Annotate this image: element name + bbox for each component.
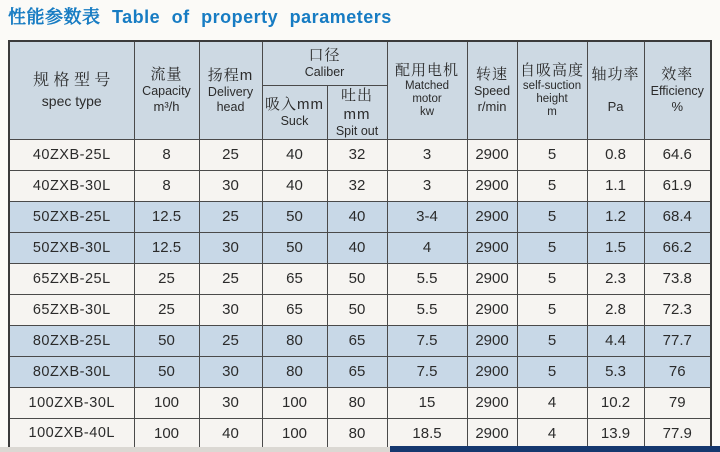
cell-suck: 50	[262, 232, 327, 263]
cell-suction: 5	[517, 232, 587, 263]
table-row	[9, 294, 711, 325]
bottom-blue-bar	[390, 446, 720, 452]
cell-speed: 2900	[467, 232, 517, 263]
cell-capacity: 8	[134, 139, 199, 170]
header-row-main	[9, 41, 711, 85]
header-delivery-zh: 扬程m	[207, 66, 254, 84]
cell-spit: 65	[327, 356, 387, 387]
cell-power: 4.4	[587, 325, 644, 356]
cell-motor: 5.5	[387, 294, 467, 325]
cell-efficiency: 66.2	[644, 232, 711, 263]
header-suction-zh: 自吸高度	[520, 62, 585, 80]
header-suck	[262, 85, 327, 139]
table-row	[9, 418, 711, 449]
header-speed-unit: r/min	[477, 99, 507, 115]
cell-head: 40	[199, 418, 262, 449]
header-efficiency-unit: %	[671, 99, 684, 115]
cell-speed: 2900	[467, 170, 517, 201]
cell-speed: 2900	[467, 418, 517, 449]
cell-efficiency: 73.8	[644, 263, 711, 294]
header-speed	[467, 41, 517, 139]
header-caliber-zh: 口径	[308, 47, 341, 65]
cell-suck: 40	[262, 139, 327, 170]
cell-capacity: 12.5	[134, 201, 199, 232]
cell-power: 0.8	[587, 139, 644, 170]
cell-capacity: 100	[134, 387, 199, 418]
header-delivery-head	[199, 41, 262, 139]
cell-model: 65ZXB-25L	[9, 263, 134, 294]
cell-head: 30	[199, 356, 262, 387]
table-row	[9, 356, 711, 387]
cell-speed: 2900	[467, 294, 517, 325]
table-header	[9, 41, 711, 139]
page-title: 性能参数表 Table of property parameters	[8, 7, 392, 27]
table-row	[9, 387, 711, 418]
cell-capacity: 25	[134, 263, 199, 294]
cell-spit: 50	[327, 263, 387, 294]
header-motor-en1: Matched	[404, 80, 450, 93]
cell-power: 10.2	[587, 387, 644, 418]
header-delivery-en1: Delivery	[207, 84, 254, 99]
cell-model: 50ZXB-30L	[9, 232, 134, 263]
cell-efficiency: 61.9	[644, 170, 711, 201]
header-spec-type	[9, 41, 134, 139]
cell-power: 1.1	[587, 170, 644, 201]
cell-suction: 5	[517, 170, 587, 201]
cell-head: 30	[199, 294, 262, 325]
cell-model: 100ZXB-30L	[9, 387, 134, 418]
header-suction-en2: height	[536, 93, 568, 106]
cell-efficiency: 77.7	[644, 325, 711, 356]
cell-spit: 65	[327, 325, 387, 356]
table-row	[9, 139, 711, 170]
header-delivery-en2: head	[216, 99, 245, 114]
header-spit-out	[327, 85, 387, 139]
header-capacity-en: Capacity	[142, 84, 191, 99]
cell-model: 65ZXB-30L	[9, 294, 134, 325]
cell-spit: 32	[327, 139, 387, 170]
cell-capacity: 8	[134, 170, 199, 201]
header-motor-en2: motor	[412, 93, 442, 106]
cell-head: 25	[199, 263, 262, 294]
table-row	[9, 232, 711, 263]
cell-efficiency: 68.4	[644, 201, 711, 232]
header-spec-type-en: spec type	[41, 93, 102, 110]
table-row	[9, 325, 711, 356]
cell-suction: 5	[517, 294, 587, 325]
header-speed-zh: 转速	[476, 66, 509, 84]
header-suction-en1: self-suction	[522, 80, 582, 93]
cell-capacity: 50	[134, 356, 199, 387]
cell-suction: 5	[517, 201, 587, 232]
cell-speed: 2900	[467, 201, 517, 232]
cell-spit: 50	[327, 294, 387, 325]
header-suck-en: Suck	[280, 114, 309, 128]
cell-spit: 40	[327, 201, 387, 232]
cell-suction: 5	[517, 356, 587, 387]
cell-capacity: 12.5	[134, 232, 199, 263]
cell-motor: 4	[387, 232, 467, 263]
header-capacity-zh: 流量	[150, 66, 183, 84]
header-suck-zh: 吸入mm	[265, 96, 324, 113]
header-suction-unit: m	[547, 106, 557, 119]
cell-motor: 3	[387, 170, 467, 201]
header-efficiency-zh: 效率	[661, 66, 694, 84]
cell-motor: 3	[387, 139, 467, 170]
cell-model: 40ZXB-30L	[9, 170, 134, 201]
header-power-spacer	[590, 84, 642, 99]
cell-power: 13.9	[587, 418, 644, 449]
cell-model: 50ZXB-25L	[9, 201, 134, 232]
header-efficiency	[644, 41, 711, 139]
table-row	[9, 263, 711, 294]
cell-efficiency: 77.9	[644, 418, 711, 449]
cell-speed: 2900	[467, 263, 517, 294]
table-row	[9, 201, 711, 232]
cell-capacity: 50	[134, 325, 199, 356]
cell-capacity: 25	[134, 294, 199, 325]
cell-power: 2.3	[587, 263, 644, 294]
header-motor-zh: 配用电机	[395, 62, 460, 80]
cell-motor: 18.5	[387, 418, 467, 449]
cell-suck: 100	[262, 418, 327, 449]
cell-head: 25	[199, 325, 262, 356]
cell-motor: 5.5	[387, 263, 467, 294]
cell-motor: 3-4	[387, 201, 467, 232]
cell-speed: 2900	[467, 139, 517, 170]
header-self-suction	[517, 41, 587, 139]
cell-spit: 80	[327, 418, 387, 449]
cell-spit: 80	[327, 387, 387, 418]
header-motor-unit: kw	[419, 106, 435, 119]
cell-suck: 80	[262, 356, 327, 387]
cell-suck: 50	[262, 201, 327, 232]
cell-speed: 2900	[467, 325, 517, 356]
header-shaft-power	[587, 41, 644, 139]
cell-model: 80ZXB-30L	[9, 356, 134, 387]
header-caliber-en: Caliber	[304, 65, 345, 80]
cell-spit: 32	[327, 170, 387, 201]
cell-motor: 7.5	[387, 325, 467, 356]
cell-suction: 5	[517, 263, 587, 294]
property-parameters-table	[8, 40, 712, 450]
cell-efficiency: 72.3	[644, 294, 711, 325]
header-speed-en: Speed	[473, 84, 511, 99]
cell-head: 25	[199, 139, 262, 170]
cell-model: 80ZXB-25L	[9, 325, 134, 356]
cell-motor: 15	[387, 387, 467, 418]
cell-power: 2.8	[587, 294, 644, 325]
cell-power: 5.3	[587, 356, 644, 387]
cell-power: 1.2	[587, 201, 644, 232]
header-capacity	[134, 41, 199, 139]
cell-suction: 4	[517, 387, 587, 418]
cell-suck: 65	[262, 263, 327, 294]
header-power-zh: 轴功率	[591, 66, 640, 84]
header-spit-zh: 吐出mm	[341, 86, 374, 123]
cell-suck: 65	[262, 294, 327, 325]
cell-spit: 40	[327, 232, 387, 263]
cell-model: 40ZXB-25L	[9, 139, 134, 170]
table-body	[9, 139, 711, 449]
cell-motor: 7.5	[387, 356, 467, 387]
cell-suction: 5	[517, 139, 587, 170]
header-caliber-group	[262, 41, 387, 85]
cell-efficiency: 76	[644, 356, 711, 387]
cell-speed: 2900	[467, 356, 517, 387]
header-efficiency-en: Efficiency	[650, 84, 704, 99]
cell-head: 30	[199, 170, 262, 201]
cell-suction: 5	[517, 325, 587, 356]
header-capacity-unit: m³/h	[153, 99, 180, 115]
cell-suck: 40	[262, 170, 327, 201]
header-spit-en: Spit out	[335, 123, 379, 138]
cell-head: 30	[199, 232, 262, 263]
cell-suck: 80	[262, 325, 327, 356]
header-power-unit: Pa	[607, 99, 624, 115]
cell-suck: 100	[262, 387, 327, 418]
cell-model: 100ZXB-40L	[9, 418, 134, 449]
cell-power: 1.5	[587, 232, 644, 263]
cell-capacity: 100	[134, 418, 199, 449]
cell-suction: 4	[517, 418, 587, 449]
cell-head: 25	[199, 201, 262, 232]
cell-efficiency: 64.6	[644, 139, 711, 170]
cell-head: 30	[199, 387, 262, 418]
cell-speed: 2900	[467, 387, 517, 418]
header-spec-type-zh: 规 格 型 号	[33, 72, 111, 90]
header-matched-motor	[387, 41, 467, 139]
cell-efficiency: 79	[644, 387, 711, 418]
table-row	[9, 170, 711, 201]
